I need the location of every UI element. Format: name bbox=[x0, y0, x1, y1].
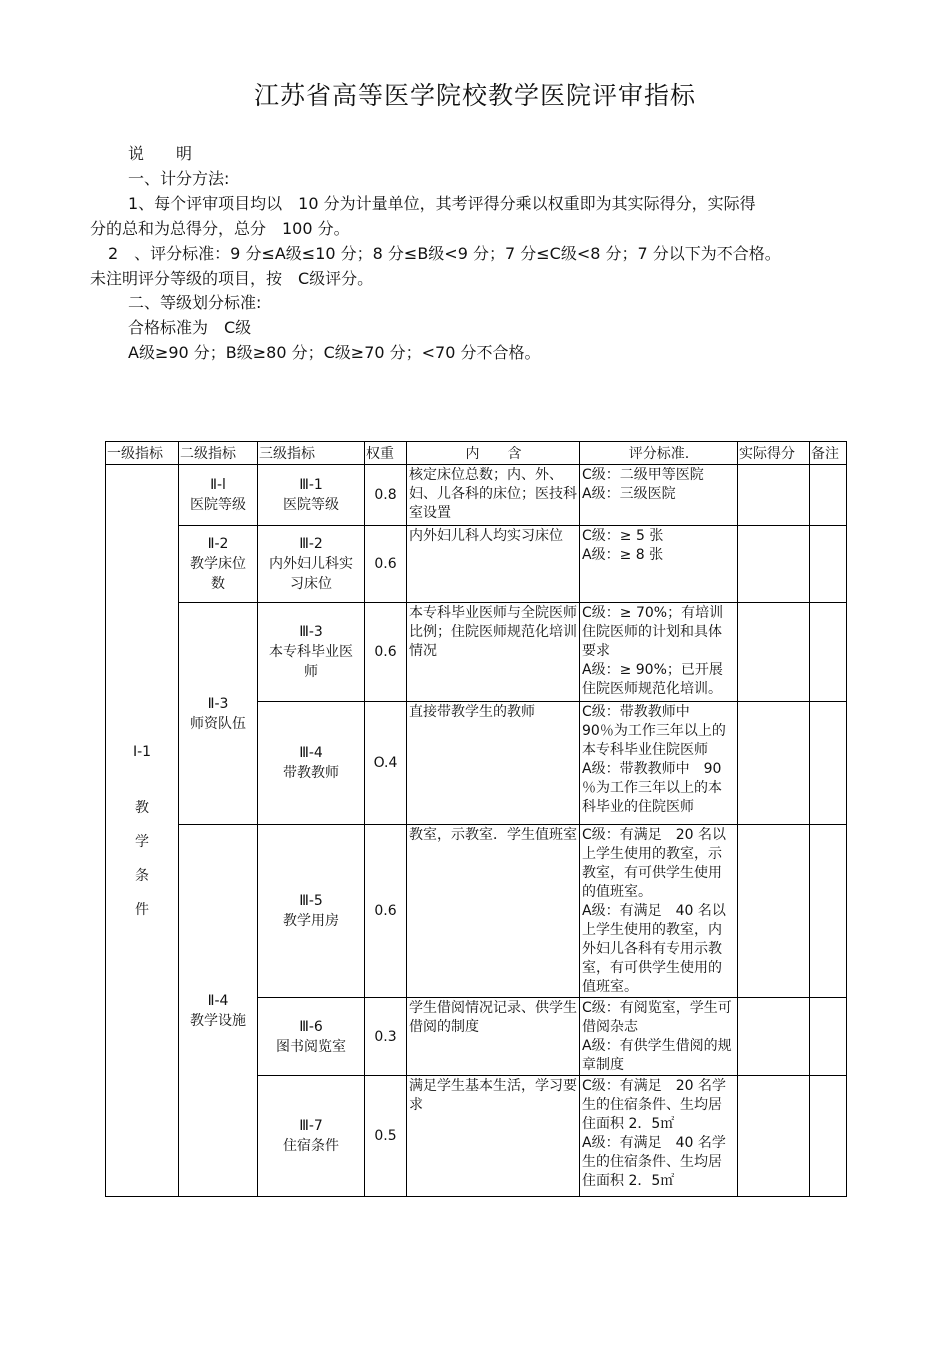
content-cell: 内外妇儿科人均实习床位 bbox=[407, 526, 580, 603]
remarks-cell[interactable] bbox=[810, 825, 847, 998]
header-remarks: 备注 bbox=[810, 442, 847, 465]
actual-score-cell[interactable] bbox=[738, 526, 810, 603]
criteria-a: A级：≥ 90%；已开展住院医师规范化培训。 bbox=[582, 662, 723, 697]
weight-cell: 0.8 bbox=[365, 465, 407, 526]
level3-name: 内外妇儿科实习床位 bbox=[269, 556, 353, 592]
header-actual-score: 实际得分 bbox=[738, 442, 810, 465]
paragraph-2b: 未注明评分等级的项目，按 C级评分。 bbox=[90, 269, 374, 288]
header-criteria: 评分标准. bbox=[580, 442, 738, 465]
level2-cell bbox=[179, 603, 258, 825]
section-2-heading: 二、等级划分标准: bbox=[128, 293, 262, 312]
criteria-cell bbox=[580, 526, 738, 603]
actual-score-cell[interactable] bbox=[738, 702, 810, 825]
level3-code: Ⅲ-6 bbox=[299, 1018, 323, 1035]
table-header-row bbox=[106, 442, 847, 465]
level3-cell bbox=[258, 465, 365, 526]
criteria-a: A级：有供学生借阅的规章制度 bbox=[582, 1038, 732, 1073]
remarks-cell[interactable] bbox=[810, 465, 847, 526]
level2-code: Ⅱ-4 bbox=[207, 992, 229, 1009]
criteria-cell bbox=[580, 825, 738, 998]
content-cell: 学生借阅情况记录、供学生借阅的制度 bbox=[407, 998, 580, 1076]
criteria-cell bbox=[580, 465, 738, 526]
level2-cell bbox=[179, 825, 258, 1197]
header-weight: 权重 bbox=[365, 442, 407, 465]
criteria-c: C级：带教教师中 90％为工作三年以上的本专科毕业住院医师 bbox=[582, 704, 726, 758]
criteria-c: C级：≥ 70%；有培训住院医师的计划和具体要求 bbox=[582, 605, 724, 659]
weight-cell: 0.6 bbox=[365, 603, 407, 702]
criteria-cell bbox=[580, 603, 738, 702]
remarks-cell[interactable] bbox=[810, 603, 847, 702]
level2-name: 教学设施 bbox=[190, 1012, 246, 1029]
level2-name: 医院等级 bbox=[190, 497, 246, 513]
level2-code: Ⅱ-l bbox=[210, 477, 226, 493]
level3-code: Ⅲ-1 bbox=[299, 477, 323, 493]
content-cell: 满足学生基本生活，学习要求 bbox=[407, 1076, 580, 1197]
header-level3: 三级指标 bbox=[258, 442, 365, 465]
criteria-a: A级：三级医院 bbox=[582, 486, 676, 502]
section-1-heading: 一、计分方法: bbox=[128, 169, 230, 188]
header-content: 内 含 bbox=[407, 442, 580, 465]
criteria-cell bbox=[580, 702, 738, 825]
level3-name: 教学用房 bbox=[283, 913, 339, 929]
level3-cell bbox=[258, 702, 365, 825]
level2-code: Ⅱ-3 bbox=[207, 695, 229, 712]
remarks-cell[interactable] bbox=[810, 702, 847, 825]
header-level1: 一级指标 bbox=[106, 442, 179, 465]
table-row bbox=[106, 526, 847, 603]
level2-cell bbox=[179, 526, 258, 603]
level2-name: 师资队伍 bbox=[190, 715, 246, 732]
criteria-cell bbox=[580, 998, 738, 1076]
level2-code: Ⅱ-2 bbox=[207, 536, 229, 552]
level3-name: 医院等级 bbox=[283, 497, 339, 513]
level3-name: 住宿条件 bbox=[283, 1138, 339, 1154]
paragraph-2a: 2 、评分标准：9 分≤A级≤10 分；8 分≤B级<9 分；7 分≤C级<8 分；7 分以下为不合格。 bbox=[108, 244, 781, 263]
content-cell: 直接带教学生的教师 bbox=[407, 702, 580, 825]
remarks-cell[interactable] bbox=[810, 1076, 847, 1197]
content-cell: 核定床位总数；内、外、妇、儿各科的床位；医技科室设置 bbox=[407, 465, 580, 526]
criteria-c: C级：≥ 5 张 bbox=[582, 528, 664, 544]
level3-cell bbox=[258, 526, 365, 603]
weight-cell: 0.3 bbox=[365, 998, 407, 1076]
level3-name: 图书阅览室 bbox=[276, 1038, 346, 1055]
weight-cell: 0.6 bbox=[365, 825, 407, 998]
level1-code: Ⅰ-1 bbox=[132, 743, 152, 760]
level3-code: Ⅲ-3 bbox=[299, 624, 323, 640]
document-title: 江苏省高等医学院校教学医院评审指标 bbox=[253, 81, 696, 110]
level1-cell bbox=[106, 465, 179, 1197]
actual-score-cell[interactable] bbox=[738, 1076, 810, 1197]
level3-cell bbox=[258, 603, 365, 702]
paragraph-1b: 分的总和为总得分，总分 100 分。 bbox=[90, 219, 350, 238]
actual-score-cell[interactable] bbox=[738, 603, 810, 702]
criteria-a: A级：有满足 40 名以上学生使用的教室，内外妇儿各科有专用示教室，有可供学生使用的值班室。 bbox=[582, 903, 726, 995]
criteria-c: C级：二级甲等医院 bbox=[582, 467, 704, 483]
criteria-c: C级：有满足 20 名以上学生使用的教室，示教室，有可供学生使用的值班室。 bbox=[582, 827, 727, 900]
remarks-cell[interactable] bbox=[810, 998, 847, 1076]
level3-name: 本专科毕业医师 bbox=[269, 644, 353, 680]
content-cell: 教室，示教室．学生值班室 bbox=[407, 825, 580, 998]
paragraph-4: A级≥90 分；B级≥80 分；C级≥70 分；<70 分不合格。 bbox=[128, 343, 541, 362]
weight-cell: 0.5 bbox=[365, 1076, 407, 1197]
level1-char: 件 bbox=[135, 901, 149, 918]
level3-name: 带教教师 bbox=[283, 765, 339, 781]
paragraph-1a: 1、每个评审项目均以 10 分为计量单位，其考评得分乘以权重即为其实际得分，实际得 bbox=[128, 194, 756, 213]
level1-char: 学 bbox=[135, 833, 149, 850]
criteria-a: A级：带教教师中 90 ％为工作三年以上的本科毕业的住院医师 bbox=[582, 761, 722, 815]
actual-score-cell[interactable] bbox=[738, 465, 810, 526]
weight-cell: 0.6 bbox=[365, 526, 407, 603]
level1-char: 条 bbox=[135, 867, 149, 884]
criteria-a: A级：≥ 8 张 bbox=[582, 547, 664, 563]
criteria-c: C级：有阅览室，学生可借阅杂志 bbox=[582, 1000, 732, 1035]
level3-code: Ⅲ-2 bbox=[299, 536, 323, 552]
table-row bbox=[106, 825, 847, 998]
actual-score-cell[interactable] bbox=[738, 998, 810, 1076]
level3-cell bbox=[258, 825, 365, 998]
paragraph-3: 合格标准为 C级 bbox=[128, 318, 252, 337]
level3-cell bbox=[258, 1076, 365, 1197]
table-row bbox=[106, 603, 847, 702]
header-level2: 二级指标 bbox=[179, 442, 258, 465]
level3-code: Ⅲ-4 bbox=[299, 745, 323, 761]
remarks-cell[interactable] bbox=[810, 526, 847, 603]
level3-code: Ⅲ-5 bbox=[299, 893, 323, 909]
intro-heading: 说 明 bbox=[128, 144, 193, 163]
level1-char: 教 bbox=[135, 799, 149, 816]
actual-score-cell[interactable] bbox=[738, 825, 810, 998]
level2-name: 教学床位数 bbox=[190, 556, 246, 592]
criteria-cell bbox=[580, 1076, 738, 1197]
evaluation-table bbox=[105, 441, 847, 1197]
level3-code: Ⅲ-7 bbox=[299, 1118, 323, 1134]
content-cell: 本专科毕业医师与全院医师比例；住院医师规范化培训情况 bbox=[407, 603, 580, 702]
criteria-a: A级：有满足 40 名学生的住宿条件、生均居住面积 2．5㎡ bbox=[582, 1135, 726, 1189]
level2-cell bbox=[179, 465, 258, 526]
weight-cell: O.4 bbox=[365, 702, 407, 825]
table-row bbox=[106, 465, 847, 526]
criteria-c: C级：有满足 20 名学生的住宿条件、生均居住面积 2．5㎡ bbox=[582, 1078, 727, 1132]
level3-cell bbox=[258, 998, 365, 1076]
